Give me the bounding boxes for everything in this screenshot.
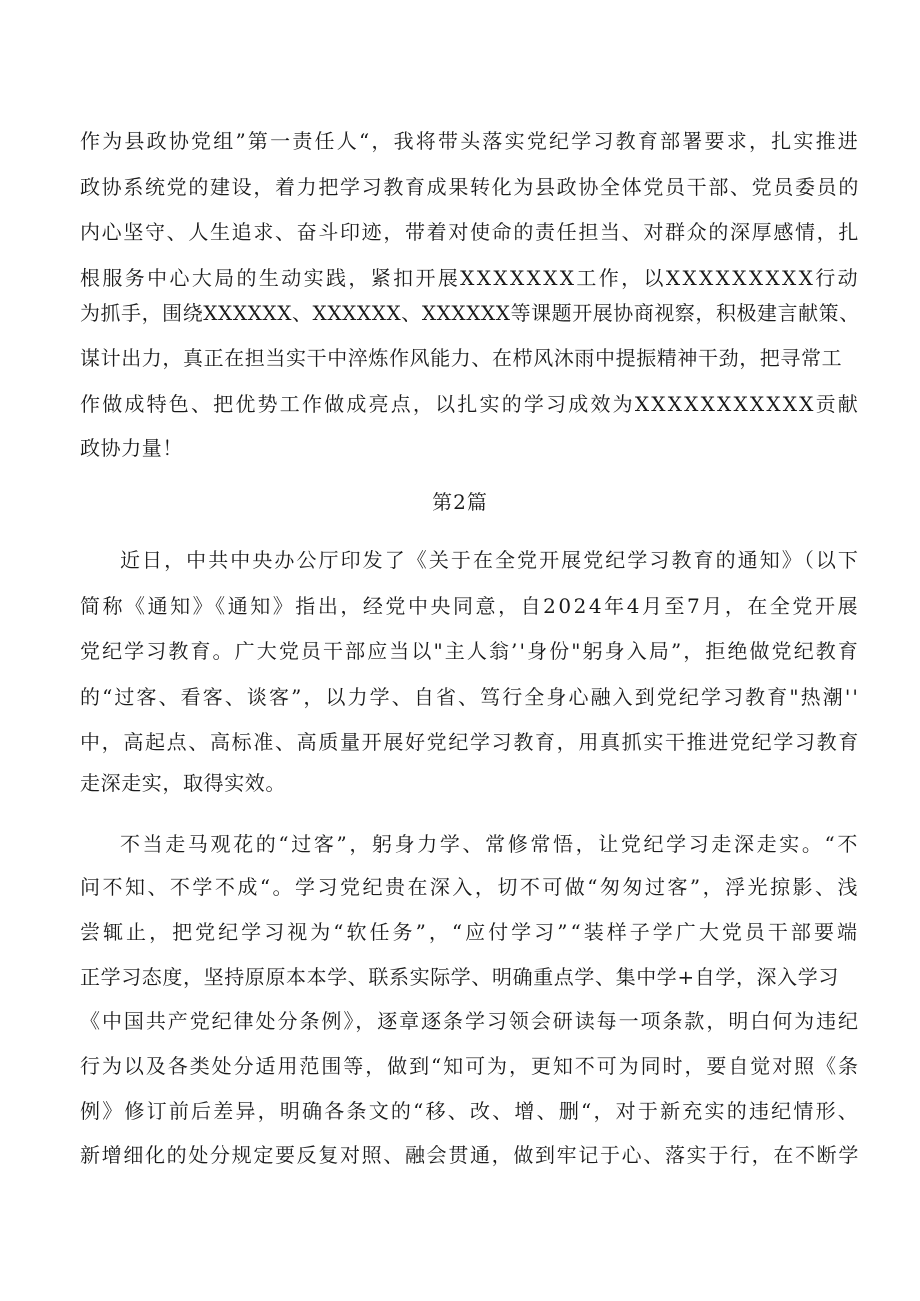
text-line: 作做成特色、把优势工作做成亮点，以扎实的学习成效为XXXXXXXXXXX贡献 (80, 392, 860, 416)
text-line: 内心坚守、人生追求、奋斗印迹，带着对使命的责任担当、对群众的深厚感情，扎 (80, 220, 860, 244)
text-line: 不当走马观花的“过客”，躬身力学、常修常悟，让党纪学习走深走实。“不 (120, 832, 860, 856)
text-line: 问不知、不学不成“。学习党纪贵在深入，切不可做“匆匆过客”，浮光掠影、浅 (80, 875, 860, 899)
text-line: 政协力量！ (80, 436, 183, 460)
text-line: 政协系统党的建设，着力把学习教育成果转化为县政协全体党员干部、党员委员的 (80, 175, 860, 199)
text-line: 根服务中心大局的生动实践，紧扣开展XXXXXXX工作，以XXXXXXXXX行动 (80, 266, 860, 290)
text-line: 行为以及各类处分适用范围等，做到“知可为，更知不可为同时，要自觉对照《条 (80, 1054, 860, 1078)
section-heading: 第2篇 (432, 490, 488, 514)
text-line: 中，高起点、高标准、高质量开展好党纪学习教育，用真抓实干推进党纪学习教育 (80, 730, 860, 754)
text-line: 作为县政协党组”第一责任人“，我将带头落实党纪学习教育部署要求，扎实推进 (80, 129, 860, 153)
text-line: 《中国共产党纪律处分条例》，逐章逐条学习领会研读每一项条款，明白何为违纪 (80, 1009, 860, 1033)
text-line: 正学习态度，坚持原原本本学、联系实际学、明确重点学、集中学+自学，深入学习 (80, 965, 839, 989)
text-line: 新增细化的处分规定要反复对照、融会贯通，做到牢记于心、落实于行，在不断学 (80, 1143, 860, 1167)
text-line: 的“过客、看客、谈客”，以力学、自省、笃行全身心融入到党纪学习教育"热潮'' (80, 685, 860, 709)
text-line: 谋计出力，真正在担当实干中淬炼作风能力、在栉风沐雨中提振精神干劲，把寻常工 (80, 346, 843, 370)
text-line: 党纪学习教育。广大党员干部应当以"主人翁’'身份"躬身入局”，拒绝做党纪教育 (80, 639, 860, 663)
text-line: 为抓手，围绕XXXXXX、XXXXXX、XXXXXX等课题开展协商视察，积极建言献策、 (80, 301, 860, 325)
text-line: 简称《通知》《通知》指出，经党中央同意，自2024年4月至7月，在全党开展 (80, 594, 860, 618)
text-line: 走深走实，取得实效。 (80, 771, 286, 795)
text-line: 例》修订前后差异，明确各条文的“移、改、增、删“，对于新充实的违纪情形、 (80, 1099, 860, 1123)
text-line: 近日，中共中央办公厅印发了《关于在全党开展党纪学习教育的通知》（以下 (120, 548, 860, 572)
text-line: 尝辄止，把党纪学习视为“软任务”，“应付学习”“装样子学广大党员干部要端 (80, 920, 860, 944)
